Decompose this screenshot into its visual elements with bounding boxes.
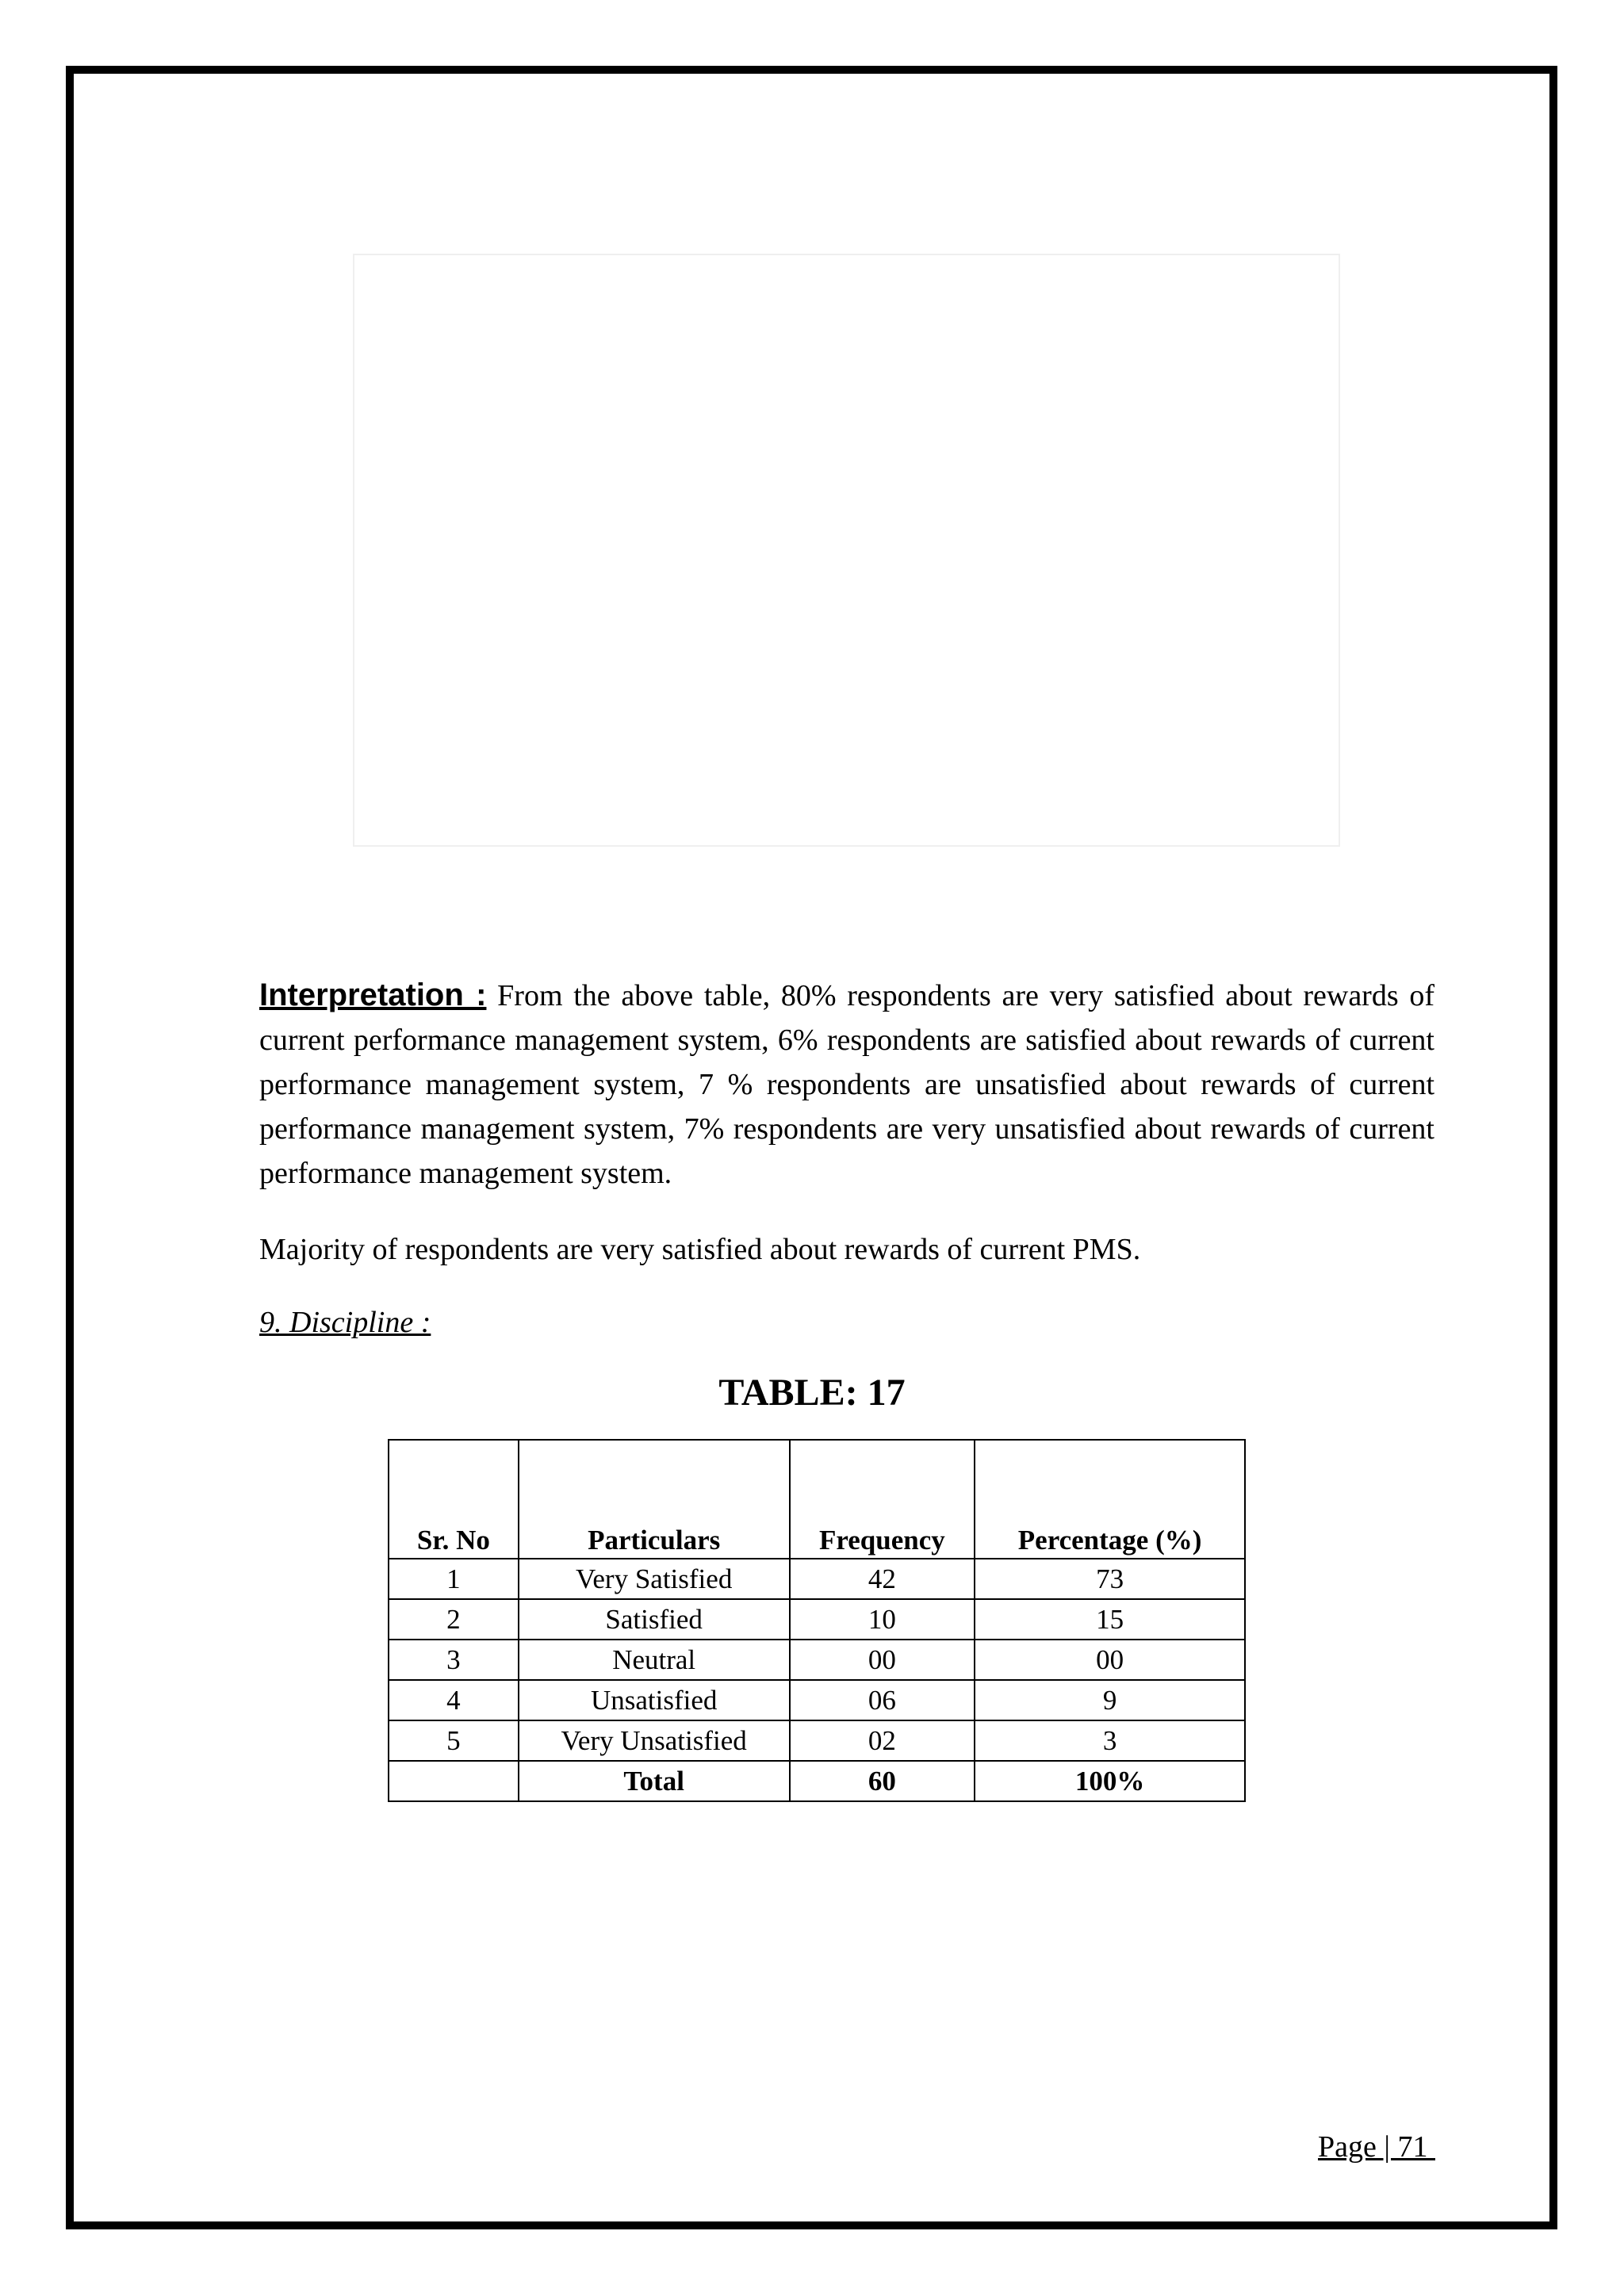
table-row [389, 1640, 1245, 1680]
cell-sr-no: 5 [389, 1720, 519, 1761]
cell-frequency: 02 [790, 1720, 975, 1761]
cell-particulars: Satisfied [519, 1599, 790, 1640]
table-title: TABLE: 17 [718, 1372, 906, 1414]
majority-statement: Majority of respondents are very satisfied about rewards of current PMS. [259, 1233, 1141, 1266]
header-sr-no: Sr. No [389, 1440, 519, 1559]
header-percentage: Percentage (%) [975, 1440, 1245, 1559]
interpretation-label: Interpretation : [259, 978, 487, 1012]
total-percentage: 100% [975, 1761, 1245, 1801]
table-total-row [389, 1761, 1245, 1801]
cell-sr-no: 2 [389, 1599, 519, 1640]
data-table [388, 1439, 1246, 1802]
header-particulars: Particulars [519, 1440, 790, 1559]
total-frequency: 60 [790, 1761, 975, 1801]
table-row [389, 1720, 1245, 1761]
section-heading: 9. Discipline : [259, 1306, 431, 1339]
table-row [389, 1599, 1245, 1640]
cell-percentage: 9 [975, 1680, 1245, 1720]
cell-particulars: Very Satisfied [519, 1559, 790, 1599]
cell-percentage: 15 [975, 1599, 1245, 1640]
cell-frequency: 10 [790, 1599, 975, 1640]
cell-particulars: Neutral [519, 1640, 790, 1680]
cell-frequency: 00 [790, 1640, 975, 1680]
blank-image-area [353, 254, 1340, 847]
cell-sr-no: 3 [389, 1640, 519, 1680]
cell-sr-no: 4 [389, 1680, 519, 1720]
cell-percentage: 73 [975, 1559, 1245, 1599]
table-row [389, 1680, 1245, 1720]
interpretation-text: From the above table, 80% respondents are very satisfied about rewards of current performance management system, 6% respondents are satisfied about rewards of current performance management system, 7 % respondents are unsatisfied about rewards of current performance management system, 7% respondents are very unsatisfied about rewards of current performance management system. [259, 979, 1434, 1190]
total-sr-no [389, 1761, 519, 1801]
interpretation-paragraph [259, 973, 1434, 1196]
table-row [389, 1559, 1245, 1599]
total-label: Total [519, 1761, 790, 1801]
table-header-row [389, 1440, 1245, 1559]
page-number: Page | 71 [1318, 2130, 1435, 2164]
header-frequency: Frequency [790, 1440, 975, 1559]
cell-particulars: Very Unsatisfied [519, 1720, 790, 1761]
cell-sr-no: 1 [389, 1559, 519, 1599]
cell-frequency: 06 [790, 1680, 975, 1720]
cell-percentage: 00 [975, 1640, 1245, 1680]
cell-percentage: 3 [975, 1720, 1245, 1761]
cell-frequency: 42 [790, 1559, 975, 1599]
cell-particulars: Unsatisfied [519, 1680, 790, 1720]
